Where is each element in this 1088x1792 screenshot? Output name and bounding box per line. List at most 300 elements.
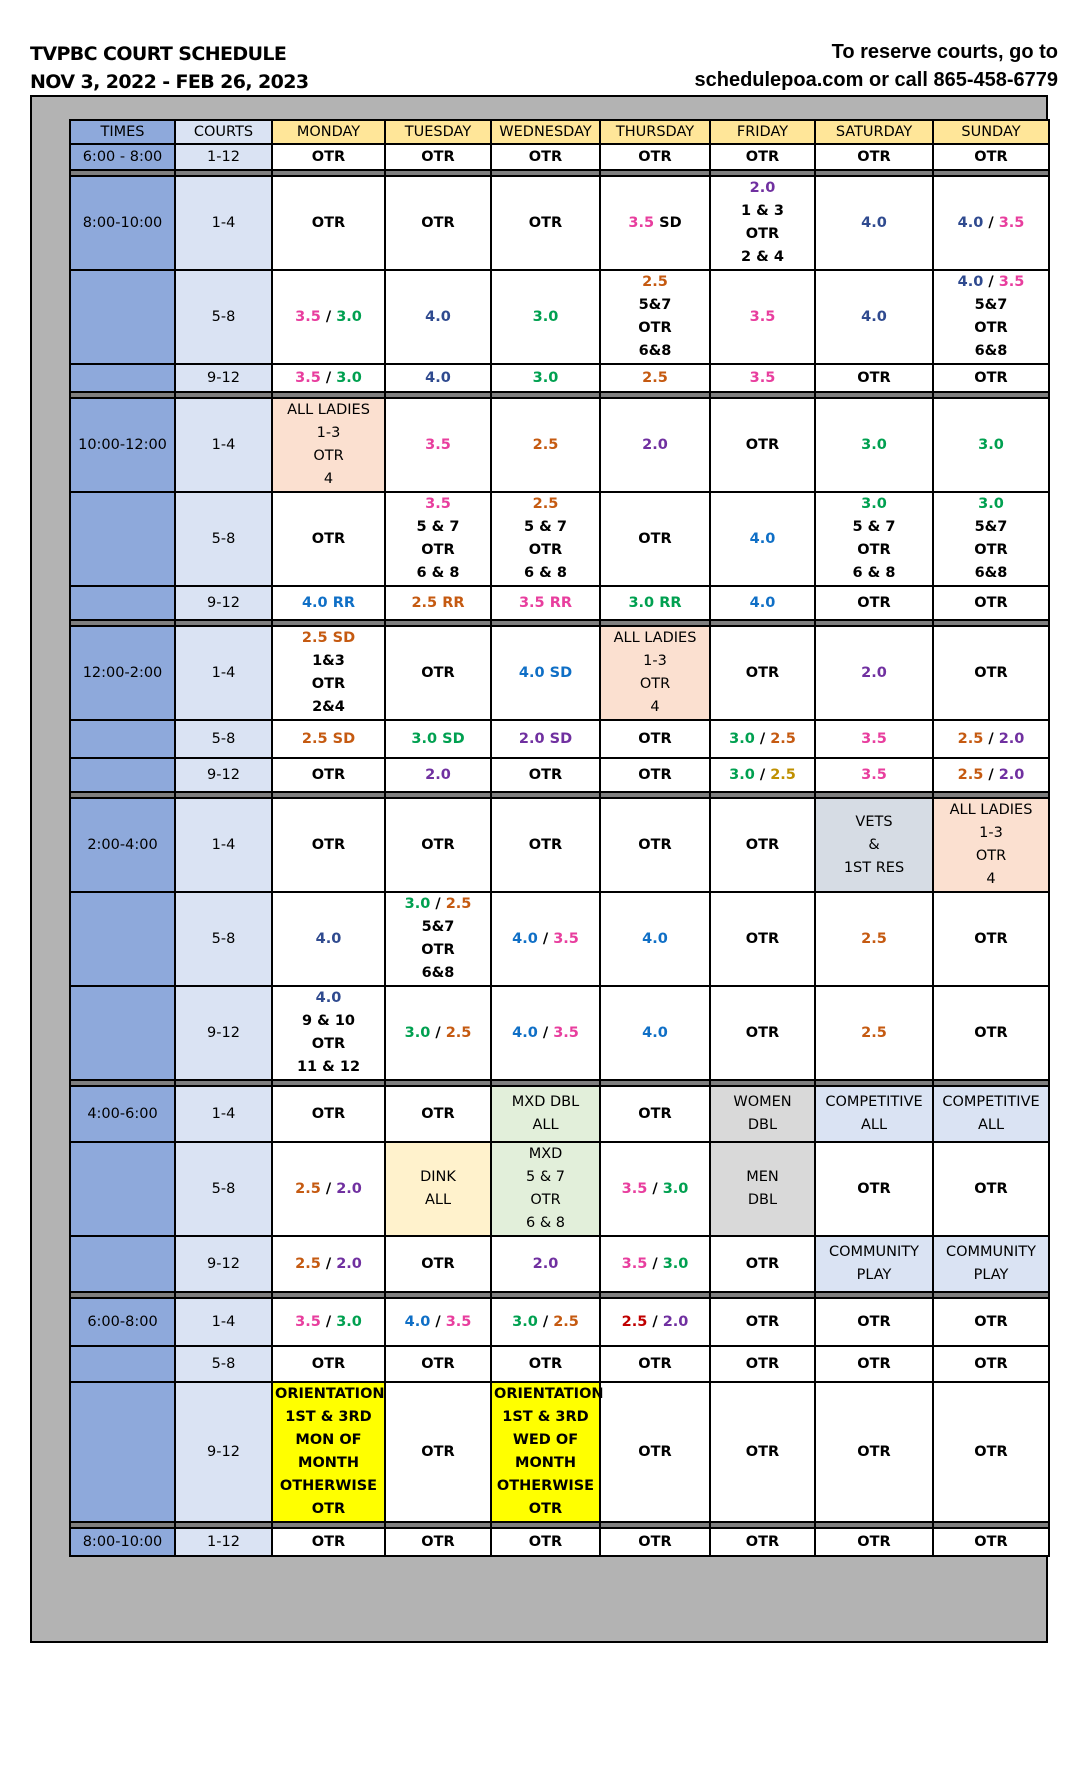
- cell-text: OTR: [974, 148, 1008, 165]
- cell-text: 3.5: [621, 1255, 648, 1272]
- cell-text: 3.5 RR: [518, 594, 573, 611]
- day-cell-thursday: [600, 398, 710, 492]
- cell-text: 5&7: [421, 919, 455, 935]
- cell-text: WOMEN: [733, 1094, 792, 1110]
- day-cell-saturday: [815, 1528, 933, 1556]
- day-cell-friday: [710, 398, 815, 492]
- cell-text: 1-3: [979, 825, 1003, 841]
- cell-text: OTR: [421, 148, 455, 165]
- day-cell-saturday: [815, 398, 933, 492]
- column-header-times: TIMES: [70, 120, 175, 144]
- day-cell-monday: [272, 798, 385, 892]
- day-cell-saturday: [815, 586, 933, 620]
- cell-text: 4.0: [957, 274, 984, 290]
- day-cell-monday: [272, 1528, 385, 1556]
- cell-text: /: [754, 730, 771, 747]
- schedule-row: [70, 398, 1049, 492]
- cell-text: OTR: [313, 448, 344, 464]
- courts-cell: 9-12: [175, 1236, 272, 1292]
- cell-text: 2.5: [553, 1313, 579, 1330]
- time-slot-cell: [70, 1382, 175, 1522]
- cell-text: ALL: [424, 1192, 452, 1208]
- time-slot-cell: 2:00-4:00: [70, 798, 175, 892]
- cell-text: OTR: [745, 836, 780, 853]
- cell-text: 6 & 8: [852, 565, 896, 581]
- day-cell-monday: [272, 892, 385, 986]
- cell-text: OTR: [421, 1443, 455, 1460]
- cell-text: 2.0: [336, 1255, 362, 1272]
- day-cell-wednesday: [491, 986, 600, 1080]
- cell-text: OTR: [745, 1255, 780, 1272]
- day-cell-wednesday: [491, 398, 600, 492]
- day-cell-wednesday: [491, 270, 600, 364]
- cell-text: OTR: [974, 1024, 1008, 1041]
- day-cell-monday: [272, 1382, 385, 1522]
- day-cell-wednesday: [491, 758, 600, 792]
- cell-text: /: [983, 214, 999, 231]
- cell-text: 4.0: [861, 308, 887, 325]
- cell-text: 3.5: [998, 214, 1025, 231]
- day-cell-tuesday: [385, 1346, 491, 1382]
- cell-text: OTR: [857, 148, 891, 165]
- day-cell-thursday: [600, 270, 710, 364]
- cell-text: 3.5: [553, 930, 579, 947]
- day-cell-wednesday: [491, 144, 600, 170]
- cell-text: OTR: [421, 664, 455, 681]
- cell-text: 3.5: [553, 1024, 579, 1041]
- cell-text: OTR: [974, 542, 1008, 558]
- day-cell-friday: [710, 364, 815, 392]
- cell-text: /: [320, 1180, 337, 1197]
- day-cell-tuesday: [385, 626, 491, 720]
- cell-text: 2.0: [662, 1313, 689, 1330]
- cell-text: 6&8: [974, 343, 1008, 359]
- day-cell-monday: [272, 492, 385, 586]
- cell-text: OTR: [974, 930, 1008, 947]
- day-cell-wednesday: [491, 586, 600, 620]
- cell-text: 2.5: [621, 1313, 648, 1330]
- cell-text: /: [983, 766, 999, 783]
- day-cell-monday: [272, 1236, 385, 1292]
- day-cell-sunday: [933, 586, 1049, 620]
- cell-text: 6&8: [421, 965, 455, 981]
- cell-text: OTR: [421, 214, 455, 231]
- cell-text: 4.0: [425, 308, 451, 325]
- day-cell-thursday: [600, 1086, 710, 1142]
- cell-text: OTR: [857, 594, 891, 611]
- cell-text: 2.5: [295, 1180, 321, 1197]
- cell-text: /: [647, 1180, 663, 1197]
- day-cell-tuesday: [385, 270, 491, 364]
- day-cell-wednesday: [491, 798, 600, 892]
- day-cell-monday: [272, 144, 385, 170]
- day-cell-sunday: [933, 364, 1049, 392]
- day-cell-saturday: [815, 144, 933, 170]
- cell-text: 3.5: [861, 766, 887, 783]
- cell-text: 2.5: [642, 369, 668, 386]
- courts-cell: 5-8: [175, 892, 272, 986]
- cell-text: DBL: [747, 1117, 778, 1133]
- cell-text: /: [537, 930, 554, 947]
- day-cell-wednesday: [491, 364, 600, 392]
- cell-text: OTR: [638, 148, 672, 165]
- day-cell-thursday: [600, 626, 710, 720]
- cell-text: OTR: [528, 1355, 563, 1372]
- cell-text: 3.0 RR: [628, 594, 682, 611]
- day-cell-saturday: [815, 1236, 933, 1292]
- day-cell-saturday: [815, 720, 933, 758]
- day-cell-tuesday: [385, 1086, 491, 1142]
- cell-text: OTR: [857, 369, 891, 386]
- cell-text: OTR: [311, 1036, 346, 1052]
- time-slot-cell: [70, 492, 175, 586]
- cell-text: 2.5 SD: [301, 630, 356, 646]
- day-cell-sunday: [933, 626, 1049, 720]
- cell-text: SD: [654, 214, 682, 231]
- day-cell-monday: [272, 176, 385, 270]
- day-cell-tuesday: [385, 758, 491, 792]
- cell-text: /: [430, 896, 446, 912]
- cell-text: OTR: [857, 1443, 891, 1460]
- courts-cell: 9-12: [175, 758, 272, 792]
- time-slot-cell: [70, 1346, 175, 1382]
- day-cell-saturday: [815, 492, 933, 586]
- cell-text: 1-3: [316, 425, 341, 441]
- cell-text: MONTH: [515, 1455, 576, 1471]
- cell-text: 1&3: [312, 653, 345, 669]
- cell-text: OTHERWISE: [496, 1478, 595, 1494]
- day-cell-monday: [272, 626, 385, 720]
- day-cell-tuesday: [385, 1382, 491, 1522]
- cell-text: OTR: [638, 1443, 672, 1460]
- cell-text: 3.0: [532, 369, 559, 386]
- cell-text: OTHERWISE: [279, 1478, 378, 1494]
- cell-text: 4.0: [315, 930, 342, 947]
- courts-cell: 1-4: [175, 1298, 272, 1346]
- cell-text: 4.0 SD: [518, 664, 573, 681]
- cell-text: OTR: [974, 1355, 1008, 1372]
- courts-cell: 9-12: [175, 364, 272, 392]
- day-cell-saturday: [815, 626, 933, 720]
- cell-text: 2.5: [445, 896, 472, 912]
- day-cell-sunday: [933, 270, 1049, 364]
- cell-text: OTR: [639, 676, 671, 692]
- day-cell-thursday: [600, 492, 710, 586]
- day-cell-saturday: [815, 1298, 933, 1346]
- cell-text: 5&7: [974, 519, 1008, 535]
- cell-text: OTR: [857, 1180, 891, 1197]
- cell-text: OTR: [745, 148, 780, 165]
- day-cell-sunday: [933, 492, 1049, 586]
- cell-text: OTR: [745, 664, 780, 681]
- column-header-monday: MONDAY: [272, 120, 385, 144]
- cell-text: /: [537, 1024, 554, 1041]
- cell-text: OTR: [745, 226, 780, 242]
- time-slot-cell: 8:00-10:00: [70, 176, 175, 270]
- cell-text: PLAY: [973, 1267, 1009, 1283]
- day-cell-friday: [710, 1528, 815, 1556]
- day-cell-wednesday: [491, 1528, 600, 1556]
- day-cell-friday: [710, 492, 815, 586]
- cell-text: ALL: [860, 1117, 888, 1133]
- day-cell-wednesday: [491, 720, 600, 758]
- day-cell-wednesday: [491, 626, 600, 720]
- cell-text: OTR: [311, 530, 346, 547]
- day-cell-sunday: [933, 758, 1049, 792]
- day-cell-sunday: [933, 798, 1049, 892]
- day-cell-monday: [272, 1298, 385, 1346]
- cell-text: OTR: [421, 942, 455, 958]
- day-cell-friday: [710, 1382, 815, 1522]
- cell-text: 4.0: [957, 214, 984, 231]
- day-cell-monday: [272, 1346, 385, 1382]
- cell-text: 5 & 7: [852, 519, 896, 535]
- day-cell-tuesday: [385, 492, 491, 586]
- cell-text: OTR: [745, 1024, 780, 1041]
- cell-text: 3.0: [861, 436, 887, 453]
- day-cell-tuesday: [385, 720, 491, 758]
- cell-text: 5 & 7: [526, 1169, 565, 1185]
- time-slot-cell: 12:00-2:00: [70, 626, 175, 720]
- cell-text: 1ST RES: [843, 859, 905, 876]
- cell-text: 3.0: [662, 1255, 689, 1272]
- cell-text: OTR: [975, 848, 1007, 864]
- day-cell-thursday: [600, 758, 710, 792]
- cell-text: 3.5: [295, 308, 321, 325]
- cell-text: /: [754, 766, 771, 783]
- cell-text: OTR: [745, 930, 780, 947]
- day-cell-sunday: [933, 720, 1049, 758]
- day-cell-sunday: [933, 1086, 1049, 1142]
- day-cell-monday: [272, 986, 385, 1080]
- time-slot-cell: 6:00 - 8:00: [70, 144, 175, 170]
- day-cell-wednesday: [491, 492, 600, 586]
- cell-text: OTR: [311, 836, 346, 853]
- cell-text: OTR: [528, 766, 563, 783]
- cell-text: ALL LADIES: [287, 402, 370, 418]
- schedule-row: [70, 176, 1049, 270]
- day-cell-friday: [710, 1086, 815, 1142]
- cell-text: OTR: [745, 436, 780, 453]
- day-cell-saturday: [815, 758, 933, 792]
- cell-text: OTR: [638, 1533, 672, 1550]
- courts-cell: 5-8: [175, 1346, 272, 1382]
- day-cell-saturday: [815, 270, 933, 364]
- day-cell-friday: [710, 720, 815, 758]
- cell-text: OTR: [974, 1533, 1008, 1550]
- day-cell-tuesday: [385, 986, 491, 1080]
- schedule-row: [70, 1346, 1049, 1382]
- cell-text: MON OF: [295, 1432, 362, 1448]
- day-cell-thursday: [600, 1236, 710, 1292]
- cell-text: 3.5: [295, 1313, 321, 1330]
- day-cell-sunday: [933, 176, 1049, 270]
- cell-text: MXD DBL: [511, 1094, 580, 1110]
- cell-text: 2.0: [749, 180, 776, 196]
- cell-text: /: [983, 730, 999, 747]
- day-cell-tuesday: [385, 364, 491, 392]
- cell-text: 1 & 3: [741, 203, 784, 219]
- day-cell-thursday: [600, 1528, 710, 1556]
- cell-text: COMPETITIVE: [825, 1094, 923, 1110]
- cell-text: /: [320, 369, 337, 386]
- cell-text: 11 & 12: [296, 1059, 361, 1075]
- courts-cell: 1-12: [175, 1528, 272, 1556]
- schedule-row: [70, 492, 1049, 586]
- cell-text: OTR: [311, 1501, 346, 1517]
- cell-text: OTR: [638, 766, 672, 783]
- cell-text: 2.5 RR: [411, 594, 465, 611]
- schedule-row: [70, 1298, 1049, 1346]
- courts-cell: 1-4: [175, 176, 272, 270]
- cell-text: 3.0 SD: [411, 730, 465, 747]
- time-slot-cell: [70, 758, 175, 792]
- day-cell-thursday: [600, 1382, 710, 1522]
- cell-text: OTR: [530, 1192, 561, 1208]
- cell-text: VETS: [855, 813, 893, 830]
- cell-text: OTR: [745, 1533, 780, 1550]
- time-slot-cell: [70, 586, 175, 620]
- cell-text: 2 & 4: [741, 249, 784, 265]
- cell-text: OTR: [974, 664, 1008, 681]
- cell-text: 3.5: [749, 308, 776, 325]
- cell-text: 4: [650, 699, 660, 715]
- cell-text: OTR: [421, 542, 455, 558]
- cell-text: 4: [986, 871, 996, 887]
- cell-text: OTR: [311, 676, 346, 692]
- cell-text: /: [537, 1313, 554, 1330]
- cell-text: OTR: [974, 369, 1008, 386]
- cell-text: 3.5: [295, 369, 321, 386]
- cell-text: 2.0: [998, 766, 1025, 783]
- cell-text: /: [430, 1024, 446, 1041]
- cell-text: OTR: [638, 730, 672, 747]
- day-cell-monday: [272, 270, 385, 364]
- courts-cell: 5-8: [175, 1142, 272, 1236]
- title-line-1: TVPBC COURT SCHEDULE: [30, 43, 287, 65]
- reservation-line-1: To reserve courts, go to: [831, 41, 1058, 63]
- reservation-line-2: schedulepoa.com or call 865-458-6779: [694, 69, 1058, 91]
- cell-text: OTR: [528, 214, 563, 231]
- cell-text: 3.5: [621, 1180, 648, 1197]
- cell-text: 3.0: [512, 1313, 538, 1330]
- cell-text: 9 & 10: [301, 1013, 355, 1029]
- cell-text: MEN: [746, 1169, 779, 1185]
- day-cell-sunday: [933, 1382, 1049, 1522]
- cell-text: DINK: [420, 1169, 456, 1185]
- day-cell-tuesday: [385, 586, 491, 620]
- courts-cell: 1-4: [175, 626, 272, 720]
- day-cell-tuesday: [385, 892, 491, 986]
- day-cell-saturday: [815, 892, 933, 986]
- cell-text: OTR: [974, 594, 1008, 611]
- day-cell-wednesday: [491, 1346, 600, 1382]
- cell-text: 2.5: [957, 730, 984, 747]
- day-cell-wednesday: [491, 1236, 600, 1292]
- header-row: [70, 120, 1049, 144]
- courts-cell: 9-12: [175, 586, 272, 620]
- schedule-row: [70, 586, 1049, 620]
- day-cell-sunday: [933, 1528, 1049, 1556]
- cell-text: 4.0: [642, 1024, 668, 1041]
- schedule-row: [70, 758, 1049, 792]
- cell-text: 4.0: [512, 1024, 538, 1041]
- cell-text: 3.0: [336, 308, 362, 325]
- day-cell-thursday: [600, 1142, 710, 1236]
- cell-text: 6 & 8: [526, 1215, 565, 1231]
- cell-text: 2.0: [336, 1180, 362, 1197]
- day-cell-saturday: [815, 1142, 933, 1236]
- cell-text: 2&4: [312, 699, 345, 715]
- cell-text: 3.0: [532, 308, 559, 325]
- cell-text: OTR: [638, 1355, 672, 1372]
- cell-text: 2.5: [295, 1255, 321, 1272]
- cell-text: 2.5: [957, 766, 984, 783]
- day-cell-friday: [710, 892, 815, 986]
- day-cell-sunday: [933, 986, 1049, 1080]
- cell-text: DBL: [747, 1192, 778, 1208]
- time-slot-cell: [70, 1142, 175, 1236]
- cell-text: 6&8: [638, 343, 672, 359]
- title-line-2: NOV 3, 2022 - FEB 26, 2023: [30, 71, 309, 93]
- schedule-row: [70, 798, 1049, 892]
- cell-text: 3.0: [404, 1024, 431, 1041]
- cell-text: ALL: [977, 1117, 1005, 1133]
- day-cell-wednesday: [491, 892, 600, 986]
- cell-text: OTR: [974, 1180, 1008, 1197]
- cell-text: OTR: [421, 1105, 455, 1122]
- schedule-title: [30, 40, 309, 96]
- cell-text: OTR: [311, 1105, 346, 1122]
- cell-text: OTR: [311, 1355, 346, 1372]
- cell-text: 3.0: [729, 766, 755, 783]
- column-header-wednesday: WEDNESDAY: [491, 120, 600, 144]
- day-cell-thursday: [600, 1346, 710, 1382]
- day-cell-wednesday: [491, 1086, 600, 1142]
- cell-text: 5&7: [638, 297, 672, 313]
- cell-text: 4.0: [749, 530, 776, 547]
- column-header-saturday: SATURDAY: [815, 120, 933, 144]
- cell-text: OTR: [421, 1355, 455, 1372]
- schedule-row: [70, 270, 1049, 364]
- day-cell-saturday: [815, 1382, 933, 1522]
- cell-text: /: [430, 1313, 446, 1330]
- day-cell-monday: [272, 1142, 385, 1236]
- cell-text: OTR: [528, 1533, 563, 1550]
- column-header-thursday: THURSDAY: [600, 120, 710, 144]
- time-slot-cell: 10:00-12:00: [70, 398, 175, 492]
- day-cell-friday: [710, 1142, 815, 1236]
- cell-text: 2.5: [642, 274, 668, 290]
- day-cell-sunday: [933, 398, 1049, 492]
- cell-text: 3.0: [978, 436, 1004, 453]
- cell-text: 3.5: [749, 369, 776, 386]
- cell-text: 3.5: [445, 1313, 472, 1330]
- cell-text: /: [320, 308, 337, 325]
- cell-text: 2.5: [770, 766, 796, 783]
- cell-text: OTR: [638, 530, 672, 547]
- cell-text: 2.0: [642, 436, 668, 453]
- cell-text: 4.0: [861, 214, 887, 231]
- time-slot-cell: [70, 1236, 175, 1292]
- day-cell-tuesday: [385, 1298, 491, 1346]
- schedule-row: [70, 1086, 1049, 1142]
- day-cell-friday: [710, 986, 815, 1080]
- time-slot-cell: [70, 364, 175, 392]
- day-cell-friday: [710, 758, 815, 792]
- cell-text: 6 & 8: [524, 565, 567, 581]
- cell-text: 1ST & 3RD: [285, 1409, 372, 1425]
